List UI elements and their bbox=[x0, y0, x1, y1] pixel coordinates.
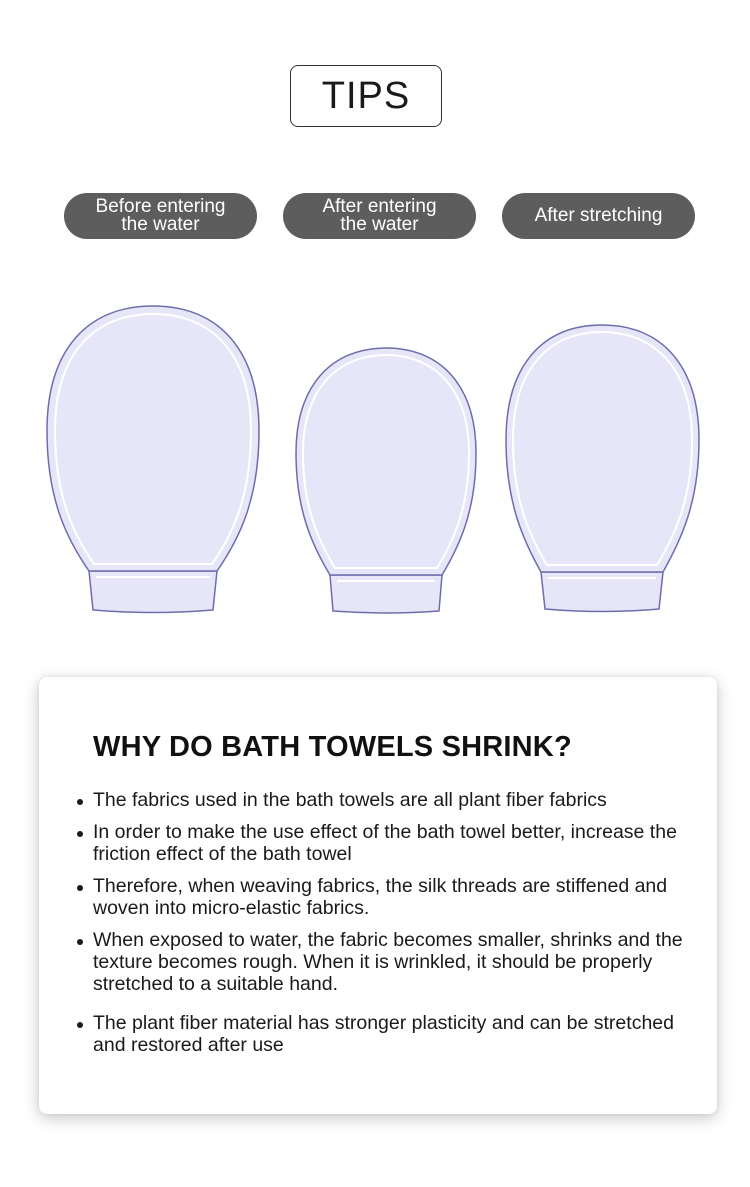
list-item: When exposed to water, the fabric becomes smaller, shrinks and the texture becomes rough. When it is wrinkled, it should be properly stretched to a suitable hand. bbox=[77, 929, 687, 995]
list-item: In order to make the use effect of the bath towel better, increase the friction effect of the bath towel bbox=[77, 821, 687, 865]
stage-label-line: the water bbox=[340, 214, 419, 235]
stage-label-line: the water bbox=[121, 214, 200, 235]
list-item: The fabrics used in the bath towels are all plant fiber fabrics bbox=[77, 789, 687, 811]
stage-label-after-water bbox=[283, 193, 476, 239]
bath-mitt-after-water-illustration bbox=[292, 345, 482, 615]
list-item: Therefore, when weaving fabrics, the silk threads are stiffened and woven into micro-elastic fabrics. bbox=[77, 875, 687, 919]
list-item: The plant fiber material has stronger plasticity and can be stretched and restored after use bbox=[77, 1012, 687, 1056]
bath-mitt-before-illustration bbox=[44, 303, 262, 615]
stage-label-line: After stretching bbox=[534, 205, 663, 226]
stage-label-line: Before entering bbox=[95, 196, 226, 217]
stage-label-after-stretching bbox=[502, 193, 695, 239]
info-card bbox=[39, 677, 717, 1114]
info-bullet-list bbox=[77, 789, 687, 1056]
stage-label-line: After entering bbox=[322, 196, 437, 217]
tips-title: TIPS bbox=[290, 65, 442, 127]
stage-label-before-water bbox=[64, 193, 257, 239]
info-heading: WHY DO BATH TOWELS SHRINK? bbox=[93, 731, 572, 763]
bath-mitt-after-stretching-illustration bbox=[503, 322, 705, 614]
